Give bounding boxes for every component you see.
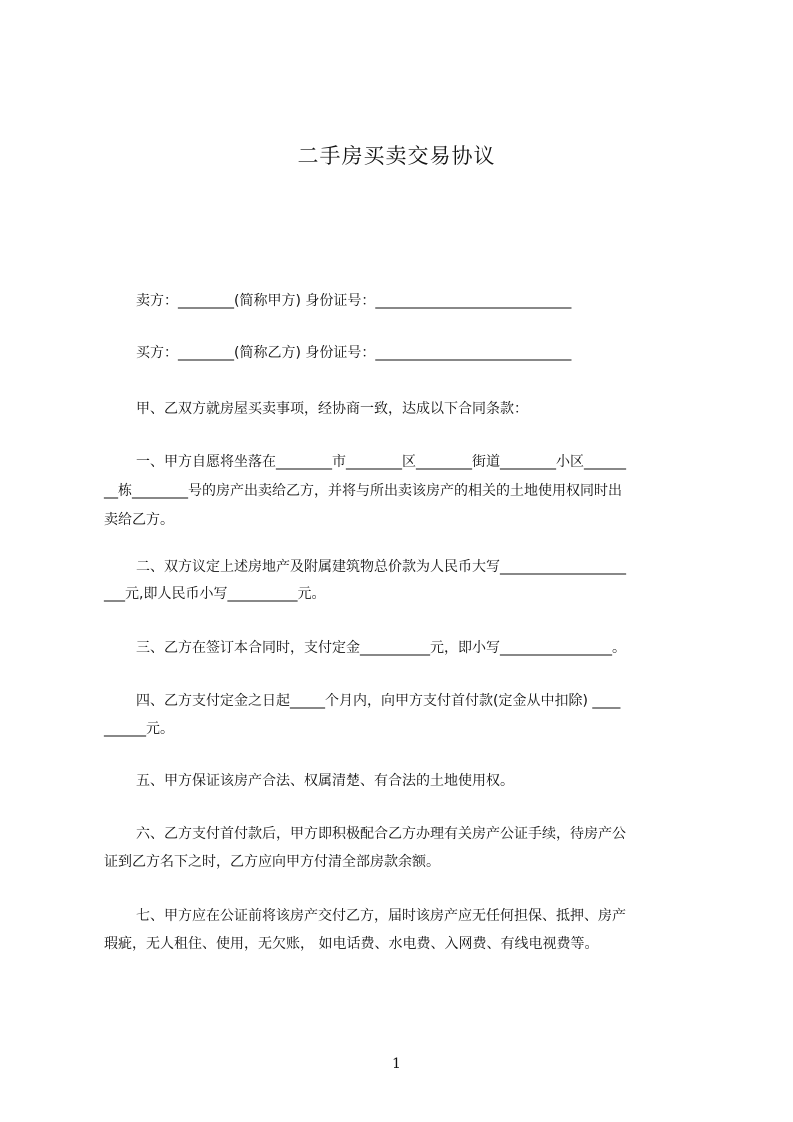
clause-1-line-3: 卖给乙方。 [104,512,174,528]
clause-7-line-2: 瑕疵，无人租住、使用，无欠账， 如电话费、水电费、入网费、有线电视费等。 [104,936,599,952]
clause-4-line-2: ______元。 [104,721,174,737]
page-number: 1 [392,1056,401,1072]
clause-5-line-1: 五、甲方保证该房产合法、权属清楚、有合法的土地使用权。 [136,773,514,789]
clause-2-line-1: 二、双方议定上述房地产及附属建筑物总价款为人民币大写__________________ [136,559,626,575]
clause-1-line-1: 一、甲方自愿将坐落在________市________区________街道________小区______ [136,454,626,470]
clause-7-line-1: 七、甲方应在公证前将该房产交付乙方，届时该房产应无任何担保、抵押、房产 [136,908,626,924]
clause-2-line-2: ___元,即人民币小写__________元。 [104,586,326,602]
clause-6-line-2: 证到乙方名下之时，乙方应向甲方付清全部房款余额。 [104,854,440,870]
clause-3-line-1: 三、乙方在签订本合同时，支付定金__________元，即小写________________。 [136,640,626,656]
clause-1-line-2: __栋________号的房产出卖给乙方，并将与所出卖该房产的相关的土地使用权同时出 [104,483,622,499]
clause-4-line-1: 四、乙方支付定金之日起_____个月内，向甲方支付首付款(定金从中扣除) ____ [136,693,621,709]
buyer-line: 买方：________(简称乙方) 身份证号：____________________________ [136,345,572,361]
intro-line: 甲、乙双方就房屋买卖事项，经协商一致，达成以下合同条款： [136,401,528,417]
clause-6-line-1: 六、乙方支付首付款后，甲方即积极配合乙方办理有关房产公证手续，待房产公 [136,826,626,842]
seller-line: 卖方：________(简称甲方) 身份证号：____________________________ [136,293,572,309]
document-title: 二手房买卖交易协议 [297,144,496,168]
